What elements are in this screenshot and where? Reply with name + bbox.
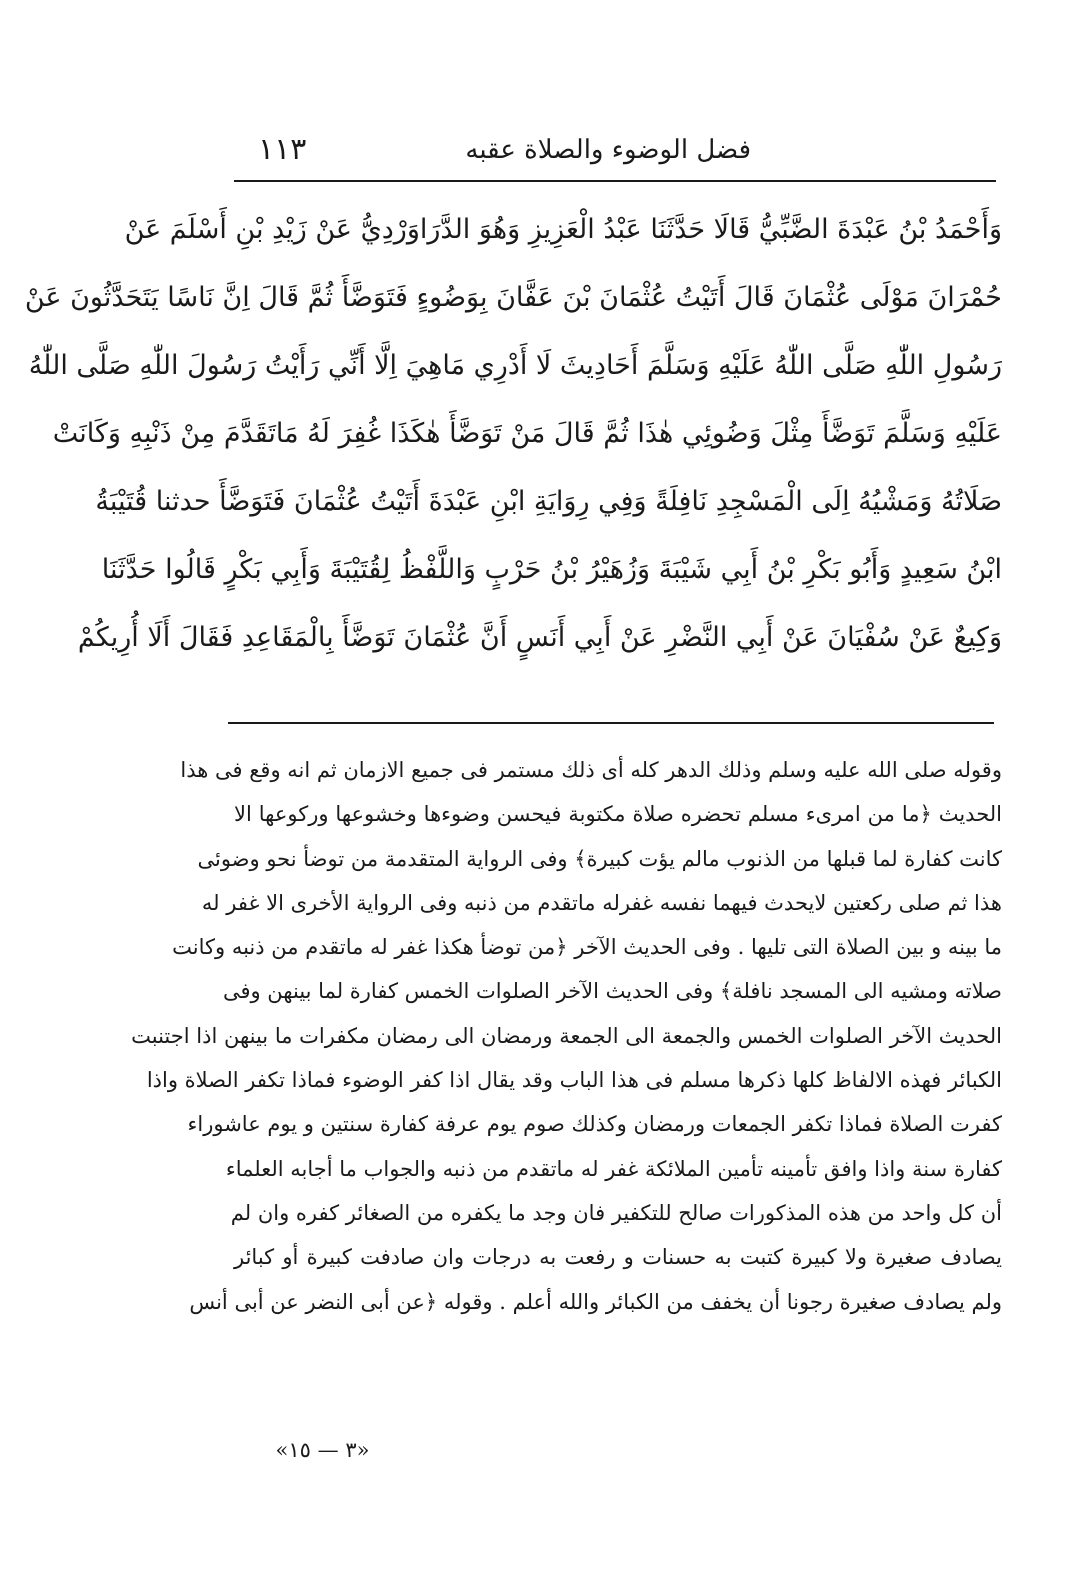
hadith-line: صَلَاتُهُ وَمَشْيُهُ اِلَى الْمَسْجِدِ نَافِلَةً وَفِي رِوَايَةِ ابْنِ عَبْدَةَ أَتَيْتُ عُثْمَانَ فَتَوَضَّأَ حدثنا قُتَيْبَةُ [95, 486, 1002, 517]
commentary-line: الكبائر فهذه الالفاظ كلها ذكرها مسلم فى هذا الباب وقد يقال اذا كفر الوضوء فماذا تكفر الصلاة واذا [146, 1068, 1002, 1093]
hadith-line: رَسُولِ اللّٰهِ صَلَّى اللّٰهُ عَلَيْهِ وَسَلَّمَ أَحَادِيثَ لَا أَدْرِي مَاهِيَ اِلَّا أَنِّي رَأَيْتُ رَسُولَ اللّٰهِ صَلَّى اللّٰهُ [28, 350, 1002, 381]
commentary-line: كفرت الصلاة فماذا تكفر الجمعات ورمضان وكذلك صوم يوم عرفة كفارة سنتين و يوم عاشوراء [187, 1112, 1002, 1137]
commentary-line: الحديث ﴿ما من امرىء مسلم تحضره صلاة مكتوبة فيحسن وضوءها وخشوعها وركوعها الا [234, 802, 1002, 827]
hadith-line: وَأَحْمَدُ بْنُ عَبْدَةَ الضَّبِّيُّ قَالَا حَدَّثَنَا عَبْدُ الْعَزِيزِ وَهُوَ الدَّرَاوَرْدِيُّ عَنْ زَيْدِ بْنِ أَسْلَمَ عَنْ [124, 214, 1002, 245]
commentary-line: الحديث الآخر الصلوات الخمس والجمعة الى الجمعة ورمضان الى رمضان مكفرات ما بينهن اذا اجتنبت [131, 1023, 1002, 1048]
hadith-line: حُمْرَانَ مَوْلَى عُثْمَانَ قَالَ أَتَيْتُ عُثْمَانَ بْنَ عَفَّانَ بِوَضُوءٍ فَتَوَضَّأَ ثُمَّ قَالَ اِنَّ نَاسًا يَتَحَدَّثُونَ عَنْ [24, 282, 1002, 313]
printer-signature [0, 1430, 1085, 1470]
commentary-line: صلاته ومشيه الى المسجد نافلة﴾ وفى الحديث الآخر الصلوات الخمس كفارة لما بينهن وفى [222, 979, 1002, 1004]
chapter-title: فضل الوضوء والصلاة عقبه [465, 135, 751, 165]
hadith-line: وَكِيعٌ عَنْ سُفْيَانَ عَنْ أَبِي النَّضْرِ عَنْ أَبِي أَنَسٍ أَنَّ عُثْمَانَ تَوَضَّأَ بِالْمَقَاعِدِ فَقَالَ أَلَا أُرِيكُمْ [77, 622, 1002, 653]
page-number: ١١٣ [258, 132, 307, 167]
commentary-line: يصادف صغيرة ولا كبيرة كتبت به حسنات و رفعت به درجات وان صادفت كبيرة أو كبائر [234, 1245, 1002, 1270]
hadith-text-block [24, 196, 1002, 672]
commentary-line: هذا ثم صلى ركعتين لايحدث فيهما نفسه غفرله ماتقدم من ذنبه وفى الرواية الأخرى الا غفر له [201, 890, 1002, 915]
header-rule [234, 180, 996, 182]
hadith-line: عَلَيْهِ وَسَلَّمَ تَوَضَّأَ مِثْلَ وَضُوئِي هٰذَا ثُمَّ قَالَ مَنْ تَوَضَّأَ هٰكَذَا غُفِرَ لَهُ مَاتَقَدَّمَ مِنْ ذَنْبِهِ وَكَانَتْ [52, 418, 1002, 449]
commentary-line: كانت كفارة لما قبلها من الذنوب مالم يؤت كبيرة﴾ وفى الرواية المتقدمة من توضأ نحو وضوئى [197, 846, 1002, 871]
commentary-block [131, 748, 1002, 1324]
hadith-line: ابْنُ سَعِيدٍ وَأَبُو بَكْرِ بْنُ أَبِي شَيْبَةَ وَزُهَيْرُ بْنُ حَرْبٍ وَاللَّفْظُ لِقُتَيْبَةَ وَأَبِي بَكْرٍ قَالُوا حَدَّثَنَا [101, 554, 1002, 585]
commentary-line: كفارة سنة واذا وافق تأمينه تأمين الملائكة غفر له ماتقدم من ذنبه والجواب ما أجابه العلماء [225, 1156, 1002, 1181]
page-header [236, 128, 996, 178]
signature-mark: «٣ — ١٥» [275, 1438, 370, 1462]
section-divider [228, 722, 994, 724]
commentary-line: ما بينه و بين الصلاة التى تليها . وفى الحديث الآخر ﴿من توضأ هكذا غفر له ماتقدم من ذنبه وكانت [172, 935, 1002, 960]
commentary-line: ولم يصادف صغيرة رجونا أن يخفف من الكبائر والله أعلم . وقوله ﴿عن أبى النضر عن أبى أنس [189, 1289, 1002, 1314]
commentary-line: وقوله صلى الله عليه وسلم وذلك الدهر كله أى ذلك مستمر فى جميع الازمان ثم انه وقع فى هذا [180, 758, 1002, 782]
commentary-line: أن كل واحد من هذه المذكورات صالح للتكفير فان وجد ما يكفره من الصغائر كفره وان لم [230, 1200, 1002, 1225]
